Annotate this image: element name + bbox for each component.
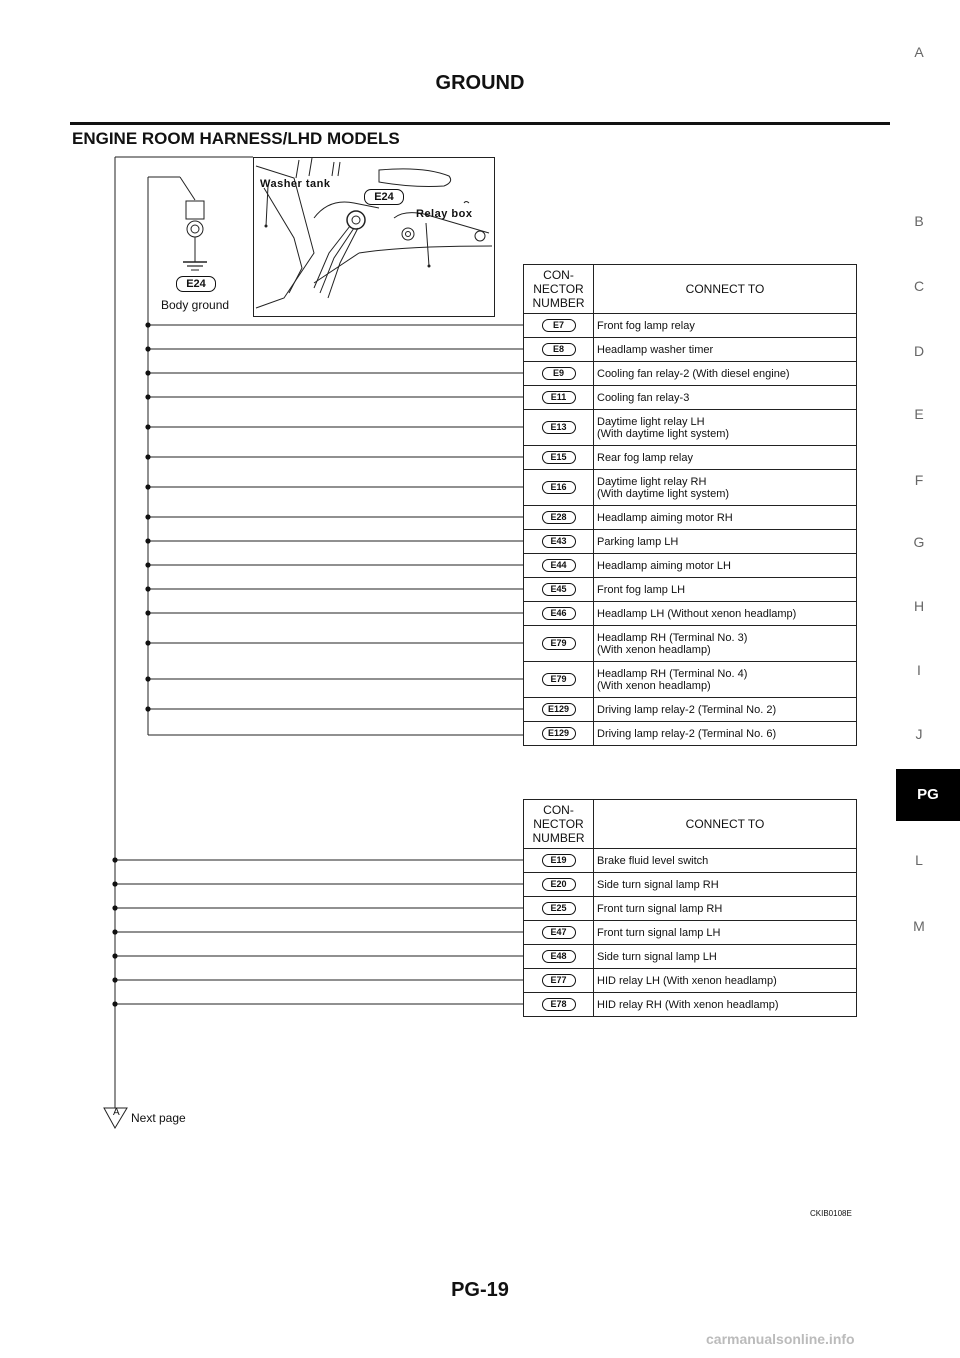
connect-to-cell: Daytime light relay LH (With daytime light system) [594,410,857,446]
connector-number-cell [524,386,594,410]
header-connector-number [524,265,594,314]
connector-number-cell [524,602,594,626]
table-row [524,945,857,969]
connect-to-cell: Headlamp RH (Terminal No. 3) (With xenon headlamp) [594,626,857,662]
table-row [524,897,857,921]
connect-to-cell: HID relay RH (With xenon headlamp) [594,993,857,1017]
table-row [524,314,857,338]
connect-to-cell: Headlamp aiming motor RH [594,506,857,530]
connector-badge: E129 [542,703,576,716]
chapter-index-i[interactable]: I [917,662,921,678]
ground-terminal-box [186,201,204,219]
connector-badge: E48 [542,950,576,963]
connector-number-cell [524,338,594,362]
ground-eyelet-inner [191,225,199,233]
page-number: PG-19 [451,1279,509,1301]
chapter-index-j[interactable]: J [915,726,923,742]
table-row [524,626,857,662]
table-row [524,362,857,386]
connect-to-cell: Side turn signal lamp RH [594,873,857,897]
table-row [524,698,857,722]
splice-dot [145,562,150,567]
splice-dot [145,454,150,459]
splice-dot [145,322,150,327]
connector-badge: E79 [542,673,576,686]
splice-dot [112,881,117,886]
connector-number-cell [524,578,594,602]
connector-badge: E9 [542,367,576,380]
connector-badge: E13 [542,421,576,434]
connect-to-cell: Rear fog lamp relay [594,446,857,470]
connector-number-cell [524,410,594,446]
connector-badge: E16 [542,481,576,494]
connector-number-cell [524,662,594,698]
ground-label: Body ground [161,298,230,312]
connector-number-cell [524,993,594,1017]
connector-number-cell [524,897,594,921]
connector-badge: E11 [542,391,576,404]
chapter-index-m[interactable]: M [913,918,925,934]
connector-badge: E8 [542,343,576,356]
branch-drop-wire [180,177,195,200]
header-connector-number-text: CON- NECTOR NUMBER [532,803,585,845]
header-connect-to: CONNECT TO [594,800,857,849]
connect-to-cell: Front turn signal lamp RH [594,897,857,921]
table-row [524,554,857,578]
connector-badge: E129 [542,727,576,740]
continuation-letter: A [113,1107,120,1118]
chapter-index-d[interactable]: D [913,343,925,359]
splice-dot [112,1001,117,1006]
splice-dot [112,857,117,862]
connector-number-cell [524,314,594,338]
splice-dot [112,953,117,958]
header-connector-number [524,800,594,849]
chapter-index-b[interactable]: B [914,213,924,229]
table-row [524,338,857,362]
connector-number-cell [524,849,594,873]
table-row [524,578,857,602]
connector-number-cell [524,554,594,578]
chapter-index-f[interactable]: F [914,472,924,488]
watermark: carmanualsonline.info [706,1331,855,1347]
table-row [524,921,857,945]
splice-dot [145,394,150,399]
location-inset [253,157,495,317]
connector-badge: E44 [542,559,576,572]
chapter-index-g[interactable]: G [913,534,925,550]
connect-to-cell: Side turn signal lamp LH [594,945,857,969]
ground-connector-badge: E24 [176,276,216,292]
connector-badge: E7 [542,319,576,332]
splice-dot [145,538,150,543]
connect-to-cell: Front turn signal lamp LH [594,921,857,945]
splice-dot [145,484,150,489]
splice-dot [145,586,150,591]
splice-dot [145,424,150,429]
table-row [524,470,857,506]
connect-to-cell: Front fog lamp LH [594,578,857,602]
connect-to-cell: Headlamp LH (Without xenon headlamp) [594,602,857,626]
table-row [524,386,857,410]
splice-dot [112,977,117,982]
chapter-index-e[interactable]: E [914,406,924,422]
connect-to-cell: Front fog lamp relay [594,314,857,338]
connector-table-upper [523,264,857,746]
connector-number-cell [524,945,594,969]
connect-to-cell: Headlamp RH (Terminal No. 4) (With xenon headlamp) [594,662,857,698]
connect-to-cell: Parking lamp LH [594,530,857,554]
connector-number-cell [524,722,594,746]
splice-dot [145,370,150,375]
connector-badge: E46 [542,607,576,620]
section-title: ENGINE ROOM HARNESS/LHD MODELS [72,129,400,148]
connector-badge: E78 [542,998,576,1011]
ground-eyelet [187,221,203,237]
connect-to-cell: Cooling fan relay-3 [594,386,857,410]
connector-badge: E43 [542,535,576,548]
connector-badge: E19 [542,854,576,867]
page-title: GROUND [435,72,525,94]
table-row [524,873,857,897]
table-row [524,506,857,530]
connector-number-cell [524,873,594,897]
header-connector-number-text: CON- NECTOR NUMBER [532,268,585,310]
connect-to-cell: Daytime light relay RH (With daytime light system) [594,470,857,506]
connector-number-cell [524,530,594,554]
table-row [524,602,857,626]
splice-dot [145,706,150,711]
next-page-label: Next page [131,1111,186,1125]
relay-box-label: Relay box [416,208,473,220]
table-row [524,446,857,470]
splice-dot [145,346,150,351]
chapter-index-a[interactable]: A [914,44,924,60]
table-row [524,993,857,1017]
table-row [524,410,857,446]
table-row [524,662,857,698]
connector-badge: E47 [542,926,576,939]
connector-badge: E77 [542,974,576,987]
table-row [524,849,857,873]
connector-badge: E15 [542,451,576,464]
connect-to-cell: Driving lamp relay-2 (Terminal No. 6) [594,722,857,746]
connector-badge: E45 [542,583,576,596]
header-connect-to: CONNECT TO [594,265,857,314]
connector-badge: E28 [542,511,576,524]
inset-connector-badge: E24 [364,189,404,205]
connect-to-cell: HID relay LH (With xenon headlamp) [594,969,857,993]
connect-to-cell: Headlamp washer timer [594,338,857,362]
connect-to-cell: Cooling fan relay-2 (With diesel engine) [594,362,857,386]
chapter-index-l[interactable]: L [915,852,923,868]
connector-number-cell [524,626,594,662]
figure-code: CKIB0108E [810,1209,852,1218]
connector-number-cell [524,446,594,470]
chapter-index-c[interactable]: C [913,278,925,294]
connector-number-cell [524,506,594,530]
splice-dot [145,676,150,681]
splice-dot [145,514,150,519]
table-row [524,969,857,993]
splice-dot [112,929,117,934]
connector-number-cell [524,921,594,945]
connector-badge: E25 [542,902,576,915]
connector-number-cell [524,470,594,506]
connector-badge: E20 [542,878,576,891]
table-row [524,722,857,746]
connect-to-cell: Brake fluid level switch [594,849,857,873]
connector-badge: E79 [542,637,576,650]
connector-table-lower [523,799,857,1017]
splice-dot [145,640,150,645]
splice-dot [145,610,150,615]
connector-number-cell [524,969,594,993]
chapter-index-h[interactable]: H [913,598,925,614]
connector-number-cell [524,362,594,386]
connector-number-cell [524,698,594,722]
splice-dot [112,905,117,910]
table-row [524,530,857,554]
connect-to-cell: Headlamp aiming motor LH [594,554,857,578]
connect-to-cell: Driving lamp relay-2 (Terminal No. 2) [594,698,857,722]
chapter-index-pg[interactable]: PG [896,769,960,821]
washer-tank-label: Washer tank [260,178,331,190]
